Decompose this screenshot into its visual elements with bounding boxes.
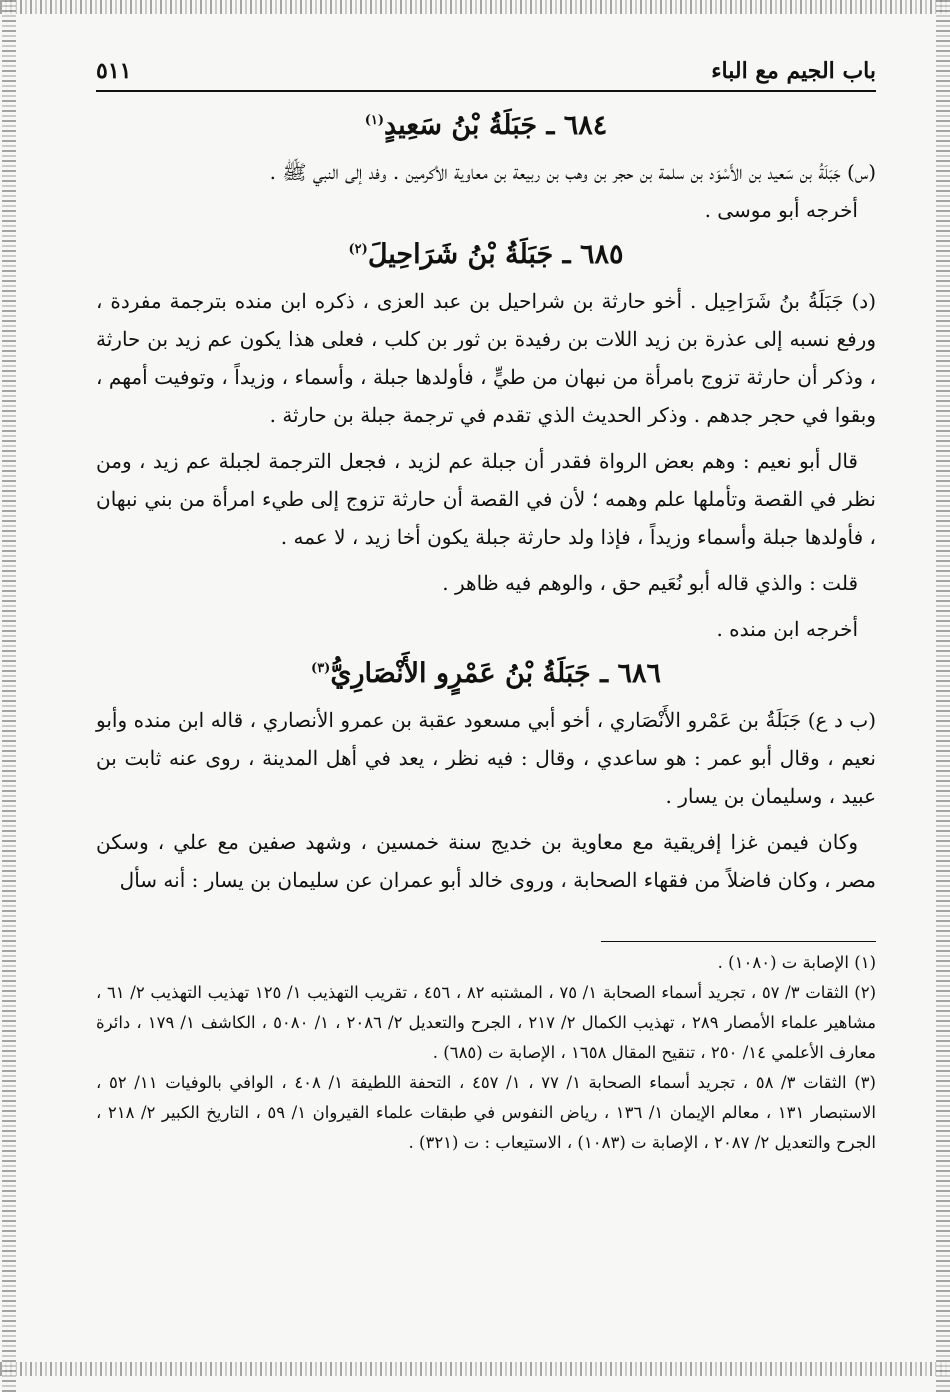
footnote-divider [601,941,876,942]
entry-paragraph: وكان فيمن غزا إفريقية مع معاوية بن خديج سنة خمسين ، وشهد صفين مع علي ، وسكن مصر ، وكان فاضلاً من فقهاء الصحابة ، وروى خالد أبو عمران عن سليمان بن يسار : أنه سأل [96,830,876,892]
footnote: (٢) الثقات ٣/ ٥٧ ، تجريد أسماء الصحابة ١/ ٧٥ ، المشتبه ٨٢ ، ٤٥٦ ، تقريب التهذيب ١/ ١٢٥ تهذيب التهذيب ٢/ ٦١ ، مشاهير علماء الأمصار ٢٨٩ ، تهذيب الكمال ٢/ ٢١٧ ، الجرح والتعديل ٢/ ٢٠٨٦ ، ١/ ٥٠٨٠ ، الكاشف ١/ ١٧٩ ، دائرة معارف الأعلمي ١٤/ ٢٥٠ ، تنقيح المقال ١٦٥٨ ، الإصابة ت (٦٨٥) . [96,983,877,1062]
entry-title: ٦٨٦ ـ جَبَلَةُ بْنُ عَمْرٍو الأَنْصَارِيُّ [330,658,661,689]
entry-paragraph: قلت : والذي قاله أبو نُعَيم حق ، والوهم فيه ظاهر . [442,571,858,595]
page-header [96,58,876,92]
decorative-border-bottom [0,1362,950,1376]
entry-paragraph: أخرجه ابن منده . [716,617,858,641]
footnote-ref: (٢) [348,242,368,257]
footnote: (٣) الثقات ٣/ ٥٨ ، تجريد أسماء الصحابة ١/ ٧٧ ، ١/ ٤٥٧ ، التحفة اللطيفة ١/ ٤٠٨ ، الوافي بالوفيات ١١/ ٥٢ ، الاستبصار ١٣١ ، معالم الإيمان ١/ ١٣٦ ، رياض النفوس في طبقات علماء القيروان ١/ ٥٩ ، التاريخ الكبير ٢/ ٢١٨ ، الجرح والتعديل ٢/ ٢٠٨٧ ، الإصابة ت (١٠٨٣) ، الاستيعاب : ت (٣٢١) . [96,1073,876,1152]
decorative-border-left [2,0,16,1392]
entry-title: ٦٨٥ ـ جَبَلَةُ بْنُ شَرَاحِيلَ [367,239,624,270]
footnotes [96,948,876,1158]
entry-paragraph: أخرجه أبو موسى . [704,198,858,222]
decorative-border-right [936,0,950,1392]
entry-paragraph: (د) جَبَلَةُ بنُ شَرَاحِيل . أخو حارثة بن شراحيل بن عبد العزى ، ذكره ابن منده بترجمة مفردة ، ورفع نسبه إلى عذرة بن زيد اللات بن رفيدة بن ثور بن كلب ، فعلى هذا يكون عم زيد بن حارثة ، وذكر أن حارثة تزوج بامرأة من نبهان من طيٍّ ، فأولدها جبلة ، وأسماء ، وزيداً ، وتوفيت أمهم ، وبقوا في حجر جدهم . وذكر الحديث الذي تقدم في ترجمة جبلة بن حارثة . [96,289,876,427]
entry-paragraph: (ب د ع) جَبَلَةُ بن عَمْرو الأَنْصَاري ، أخو أبي مسعود عقبة بن عمرو الأنصاري ، قاله ابن منده وأبو نعيم ، وقال أبو عمر : هو ساعدي ، وقال : فيه نظر ، يعد في أهل المدينة ، روى عنه ثابت بن عبيد ، وسليمان بن يسار . [96,708,876,808]
entry-heading-684 [96,110,876,141]
decorative-border-top [0,0,950,14]
entry-heading-686 [96,658,876,689]
entry-heading-685 [96,239,876,270]
footnote-ref: (٣) [311,661,331,676]
entry-title: ٦٨٤ ـ جَبَلَةُ بْنُ سَعِيدٍ [383,110,608,141]
entry-paragraph: قال أبو نعيم : وهم بعض الرواة فقدر أن جبلة عم لزيد ، فجعل الترجمة لجبلة عم زيد ، ومن نظر في القصة وتأملها علم وهمه ؛ لأن في القصة أن حارثة تزوج إلى طيء امرأة من بني نبهان ، فأولدها جبلة وأسماء وزيداً ، فإذا ولد حارثة جبلة يكون أخا زيد ، لا عمه . [96,449,876,549]
footnote: (١) الإصابة ت (١٠٨٠) . [717,953,876,972]
entry-paragraph: (س) جَبَلَةُ بن سَعيد بن الأَسْوَد بن سلمة بن حجر بن وهب بن ربيعة بن معاوية الأكرمين . وفد إلى النبي ﷺ . [269,160,876,184]
running-title: باب الجيم مع الباء [711,58,876,84]
book-page [96,58,876,1158]
footnote-ref: (١) [364,113,384,128]
page-number: ٥١١ [96,58,132,84]
